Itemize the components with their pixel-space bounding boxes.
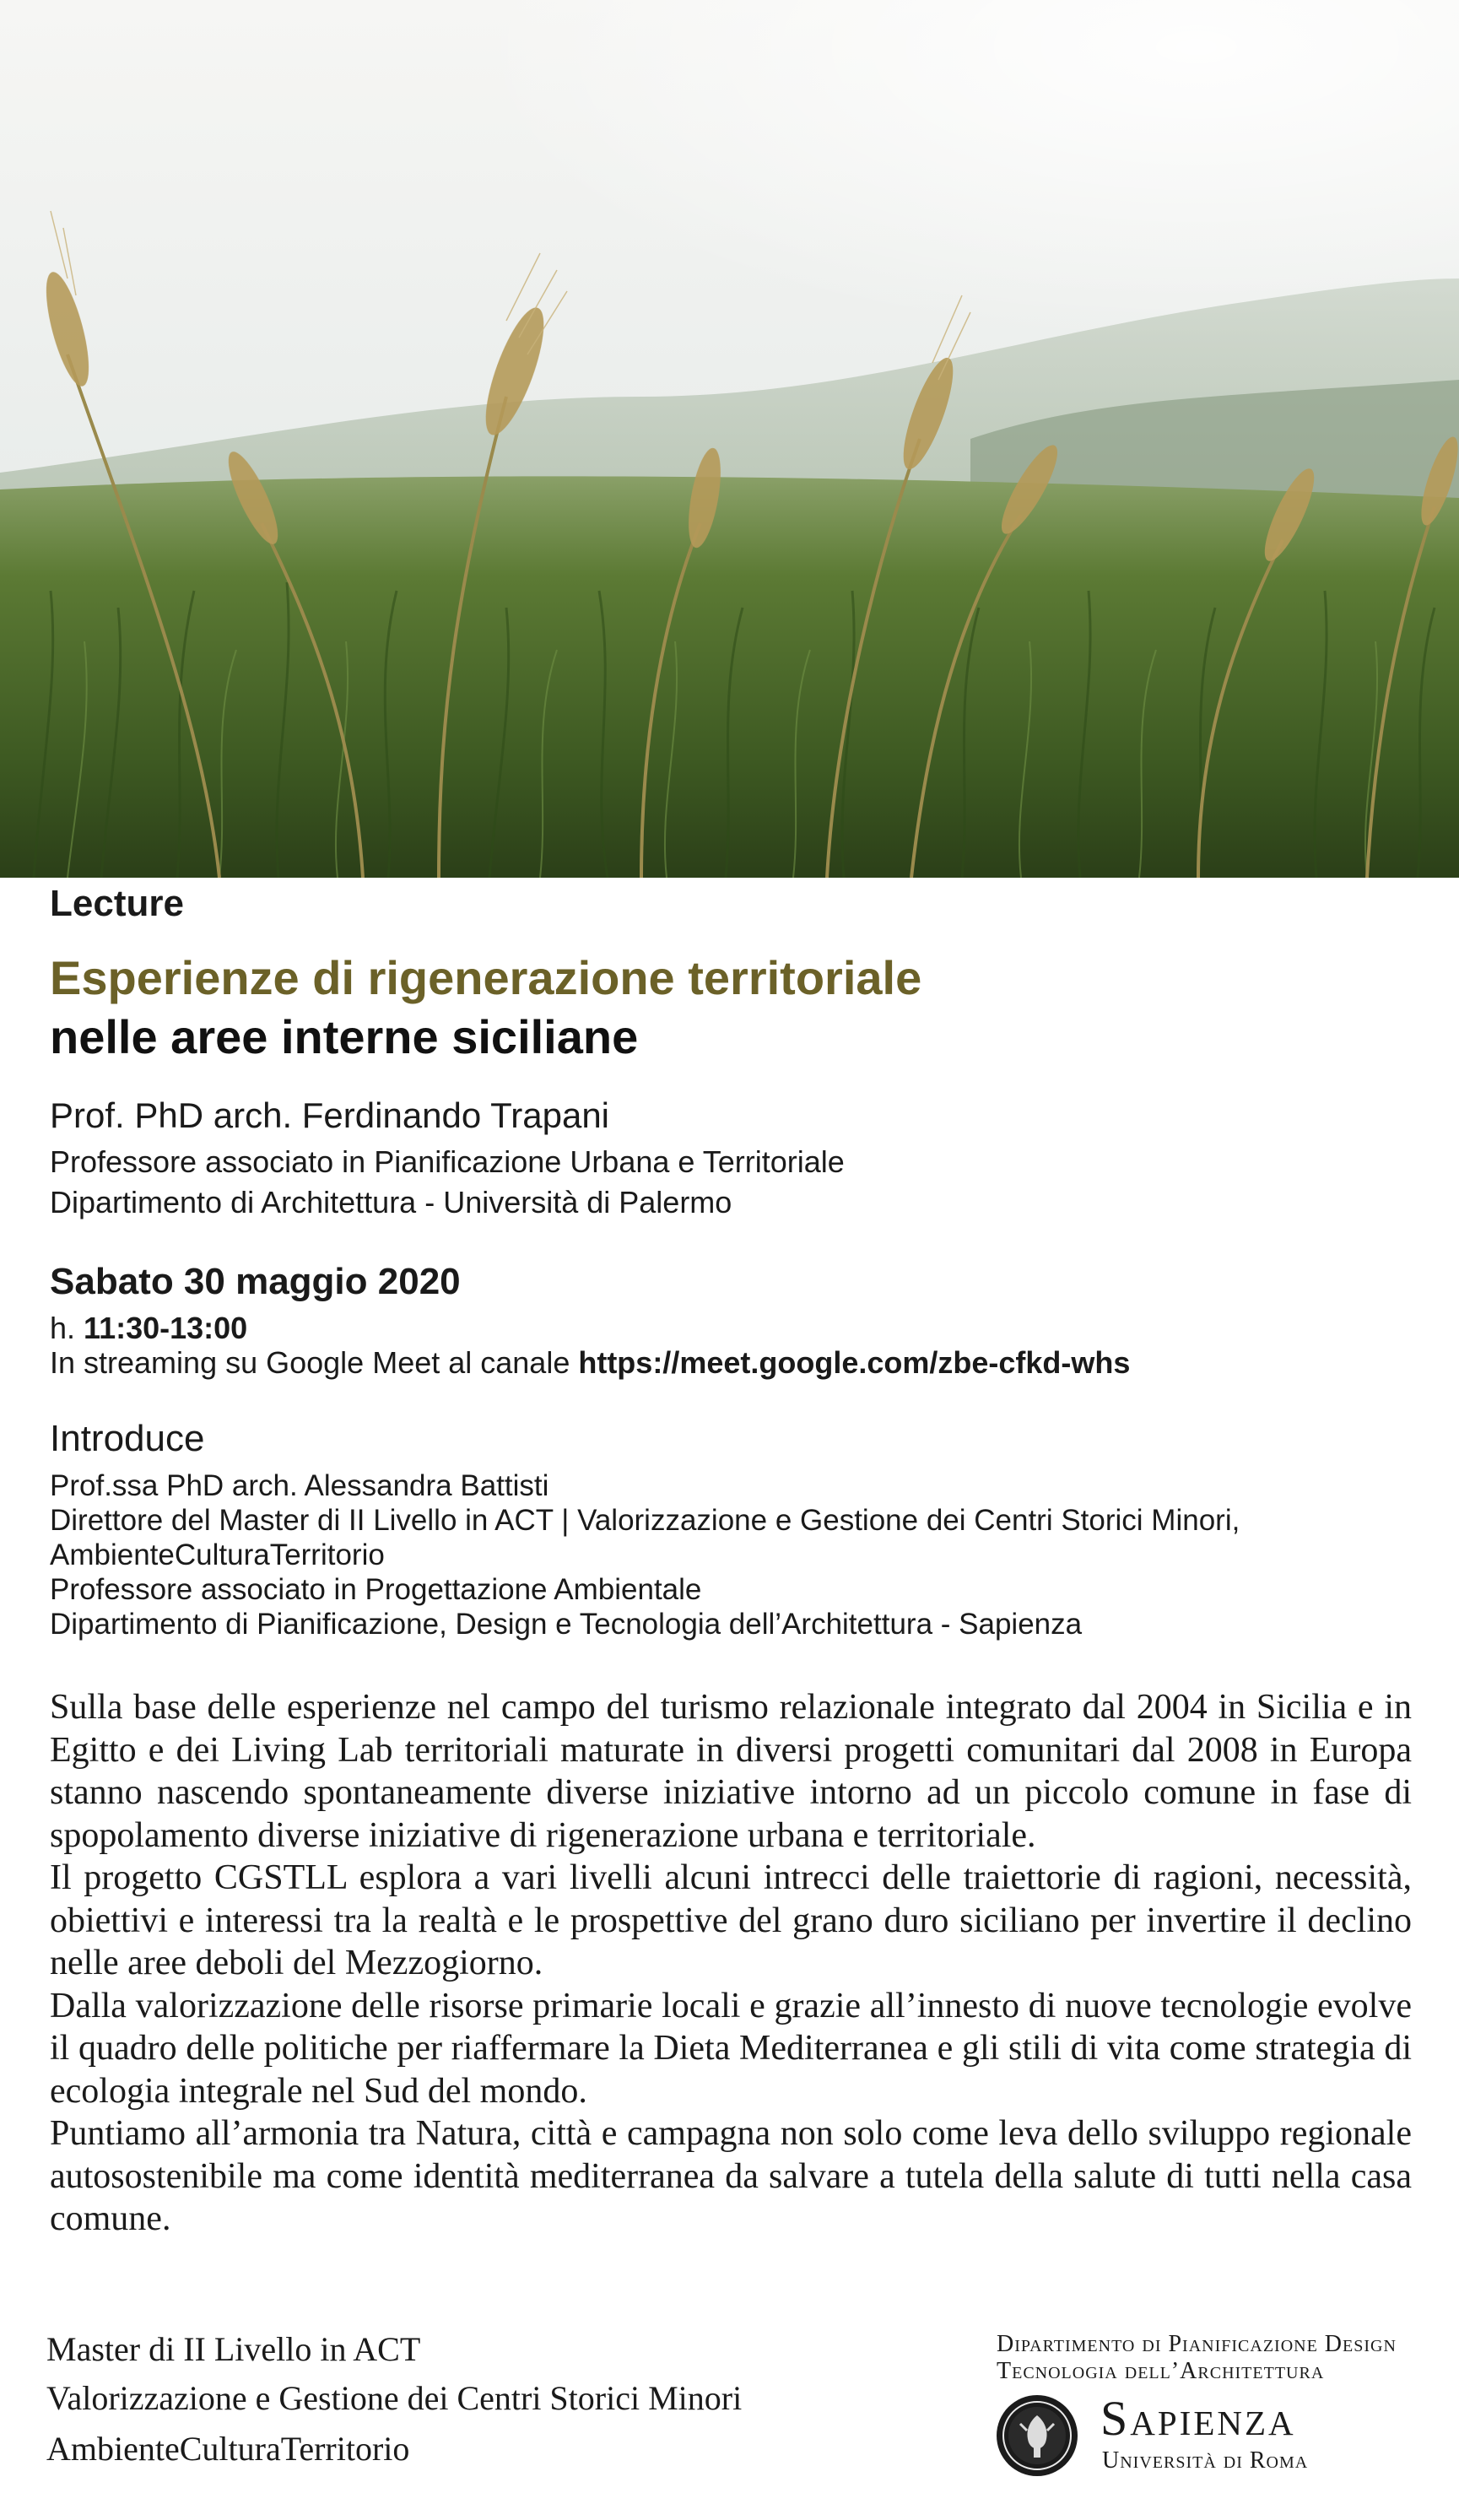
introducer-name: Prof.ssa PhD arch. Alessandra Battisti <box>50 1469 549 1502</box>
introducer-position: Professore associato in Progettazione Ambientale <box>50 1573 702 1606</box>
department-line-1: Dipartimento di Pianificazione Design <box>997 2331 1397 2357</box>
abstract-paragraph: Puntiamo all’armonia tra Natura, città e campagna non solo come leva dello sviluppo regionale autosostenibile ma come identità mediterranea da salvare a tutela della salute di tutti nella casa comune. <box>50 2114 1412 2238</box>
introducer-department: Dipartimento di Pianificazione, Design e Tecnologia dell’Architettura - Sapienza <box>50 1608 1083 1641</box>
speaker-role: Professore associato in Pianificazione Urbana e Territoriale <box>50 1144 845 1179</box>
master-subtitle: Valorizzazione e Gestione dei Centri Storici Minori <box>46 2379 743 2417</box>
speaker-name: Prof. PhD arch. Ferdinando Trapani <box>50 1095 610 1135</box>
introduce-heading: Introduce <box>50 1418 205 1459</box>
event-title: Esperienze di rigenerazione territoriale <box>50 951 922 1004</box>
speaker-affiliation: Dipartimento di Architettura - Università di Palermo <box>50 1185 732 1219</box>
master-title: Master di II Livello in ACT <box>46 2330 421 2368</box>
introducer-role: Direttore del Master di II Livello in ACT | Valorizzazione e Gestione dei Centri Storici Minori, <box>50 1504 1240 1537</box>
introducer-role-cont: AmbienteCulturaTerritorio <box>50 1538 385 1571</box>
abstract-text <box>50 1686 1412 2241</box>
department-line-2: Tecnologia dell’Architettura <box>997 2358 1325 2384</box>
event-streaming <box>50 1345 1130 1381</box>
event-time-prefix: h. <box>50 1311 84 1345</box>
event-time-value: 11:30-13:00 <box>84 1311 248 1345</box>
event-time <box>50 1311 247 1346</box>
master-subtitle-2: AmbienteCulturaTerritorio <box>46 2430 410 2468</box>
hero-image-wheat-field <box>0 0 1459 878</box>
abstract-paragraph: Sulla base delle esperienze nel campo del turismo relazionale integrato dal 2004 in Sicilia e in Egitto e dei Living Lab territoriali maturate in diversi progetti comunitari dal 2008 in Europa stanno nascendo spontaneamente diverse iniziative intorno ad un piccolo comune in fase di spopolamento diverse iniziative di rigenerazione urbana e territoriale. <box>50 1688 1412 1855</box>
abstract-paragraph: Il progetto CGSTLL esplora a vari livelli alcuni intrecci delle traiettorie di ragioni, necessità, obiettivi e interessi tra la realtà e le prospettive del grano duro siciliano per invertire il declino nelle aree deboli del Mezzogiorno. <box>50 1858 1412 1982</box>
event-subtitle: nelle aree interne siciliane <box>50 1010 639 1063</box>
event-date: Sabato 30 maggio 2020 <box>50 1261 461 1302</box>
sapienza-wordmark: Sapienza <box>1100 2391 1296 2446</box>
sapienza-subtitle: Università di Roma <box>1102 2447 1309 2474</box>
sapienza-seal-icon <box>995 2393 1079 2478</box>
streaming-text: In streaming su Google Meet al canale <box>50 1345 579 1380</box>
streaming-link[interactable]: https://meet.google.com/zbe-cfkd-whs <box>578 1345 1131 1380</box>
abstract-paragraph: Dalla valorizzazione delle risorse primarie locali e grazie all’innesto di nuove tecnologie evolve il quadro delle politiche per riaffermare la Dieta Mediterranea e gli stili di vita come strategia di ecologia integrale nel Sud del mondo. <box>50 1986 1412 2111</box>
lecture-label: Lecture <box>50 883 184 924</box>
